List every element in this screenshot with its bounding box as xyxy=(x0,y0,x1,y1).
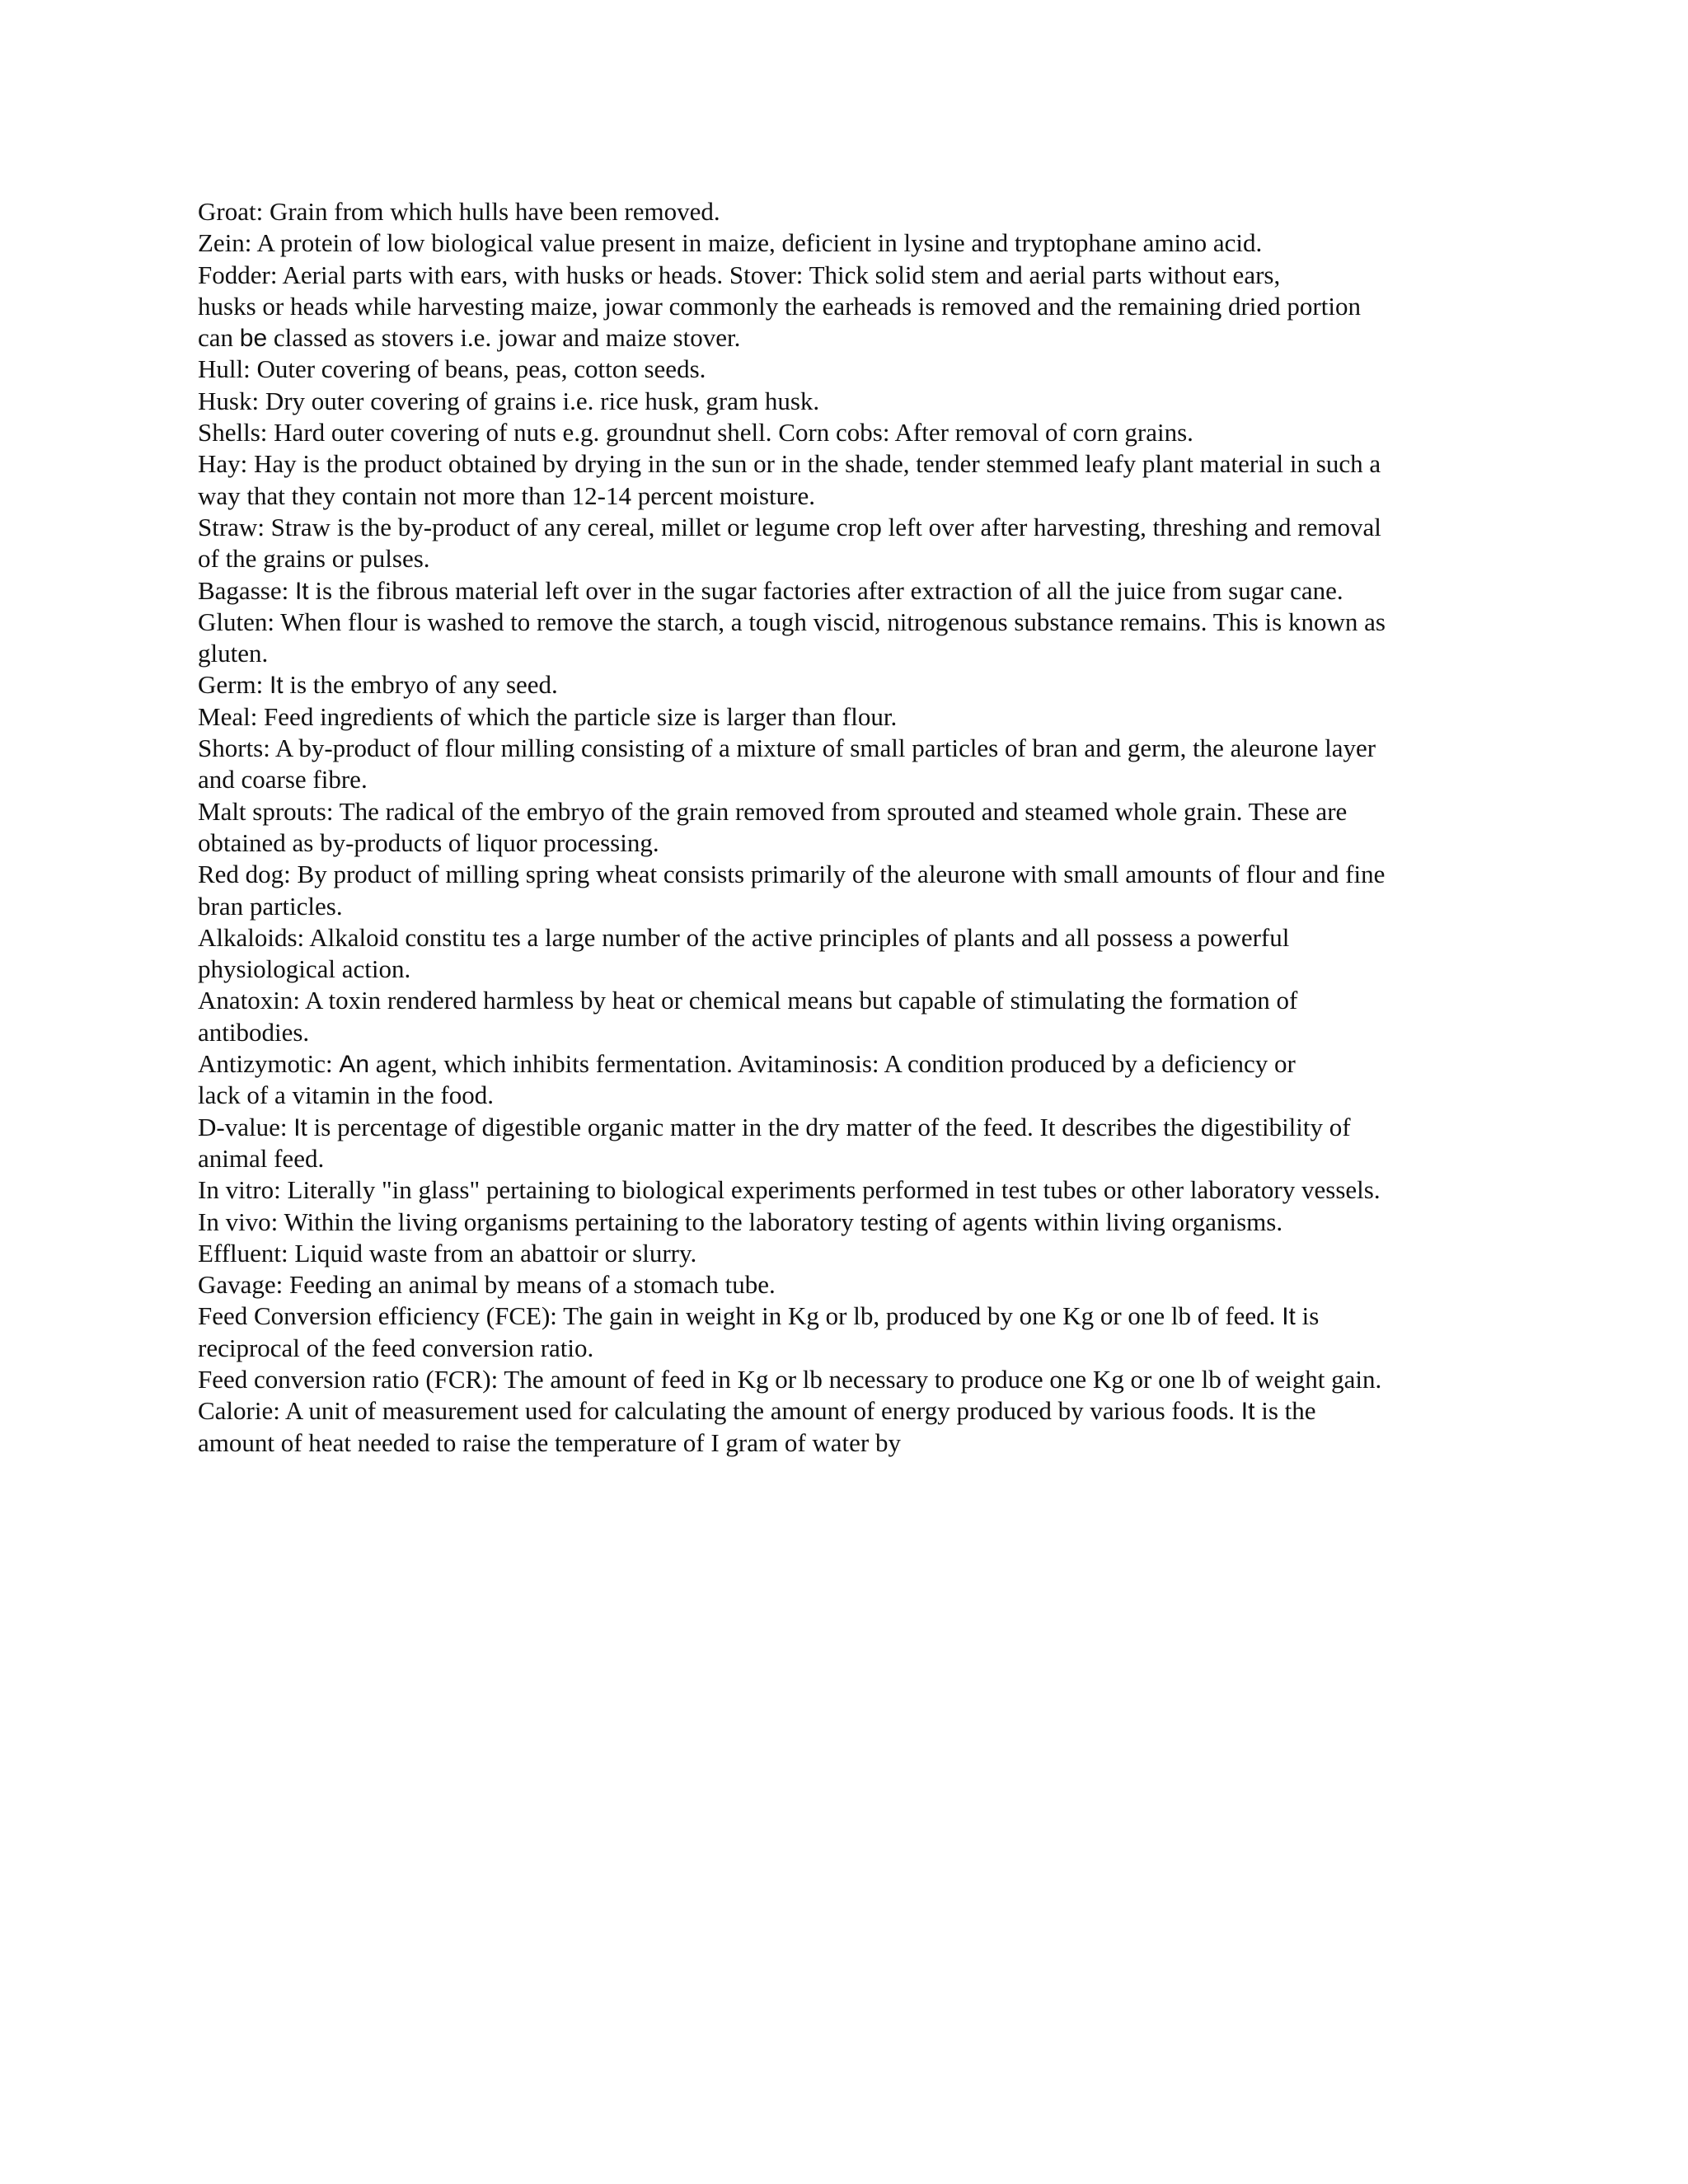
text-run: Bagasse: xyxy=(198,575,295,605)
text-line xyxy=(198,480,1500,512)
text-run: gluten. xyxy=(198,639,269,668)
text-line xyxy=(198,701,1500,733)
text-line xyxy=(198,575,1500,607)
text-run: Shorts: A by-product of flour milling consisting of a mixture of small particles of bran and germ, the aleurone layer xyxy=(198,733,1376,763)
text-run: Hay: Hay is the product obtained by drying in the sun or in the shade, tender stemmed leafy plant material in such a xyxy=(198,449,1381,479)
text-run: Zein: A protein of low biological value present in maize, deficient in lysine and tryptophane amino acid. xyxy=(198,228,1263,258)
text-run: Gluten: When flour is washed to remove the starch, a tough viscid, nitrogenous substance remains. This is known as xyxy=(198,607,1386,636)
text-line xyxy=(198,638,1500,669)
text-run: Feed conversion ratio (FCR): The amount of feed in Kg or lb necessary to produce one Kg or one lb of weight gain. xyxy=(198,1364,1382,1394)
text-line xyxy=(198,417,1500,448)
text-run: Gavage: Feeding an animal by means of a stomach tube. xyxy=(198,1270,776,1300)
text-line xyxy=(198,1048,1500,1080)
text-run-sans: It xyxy=(294,577,309,605)
text-run: In vitro: Literally "in glass" pertaining to biological experiments performed in test tubes or other laboratory vessels. xyxy=(198,1175,1381,1205)
text-line xyxy=(198,1207,1500,1238)
text-run: amount of heat needed to raise the temperature of I gram of water by xyxy=(198,1427,901,1457)
text-line xyxy=(198,1174,1500,1206)
text-run-sans: be xyxy=(239,325,268,353)
text-run: Alkaloids: Alkaloid constitu tes a large number of the active principles of plants and all possess a powerful xyxy=(198,922,1290,952)
text-run-sans: An xyxy=(339,1051,370,1079)
text-line xyxy=(198,669,1500,701)
text-run: is xyxy=(1295,1301,1320,1331)
text-run: Groat: Grain from which hulls have been removed. xyxy=(198,197,720,226)
text-run: bran particles. xyxy=(198,891,343,921)
text-line xyxy=(198,796,1500,827)
text-run-sans: It xyxy=(1240,1398,1255,1426)
text-line xyxy=(198,1395,1500,1427)
text-run-sans: It xyxy=(1282,1303,1296,1331)
text-line xyxy=(198,227,1500,259)
text-run: Calorie: A unit of measurement used for calculating the amount of energy produced by various foods. xyxy=(198,1396,1241,1426)
text-run: is the fibrous material left over in the sugar factories after extraction of all the juice from sugar cane. xyxy=(308,575,1343,605)
text-line xyxy=(198,386,1500,417)
text-line xyxy=(198,827,1500,859)
text-run: Malt sprouts: The radical of the embryo of the grain removed from sprouted and steamed whole grain. These are xyxy=(198,796,1348,826)
text-run: can xyxy=(198,323,240,353)
text-line xyxy=(198,322,1500,354)
text-line xyxy=(198,448,1500,480)
text-line xyxy=(198,607,1500,638)
text-line xyxy=(198,954,1500,985)
text-run-sans: It xyxy=(269,672,284,700)
text-line xyxy=(198,512,1500,543)
text-line xyxy=(198,1364,1500,1395)
text-run: Feed Conversion efficiency (FCE): The gain in weight in Kg or lb, produced by one Kg or one lb of feed. xyxy=(198,1301,1282,1331)
text-run: agent, which inhibits fermentation. Avitaminosis: A condition produced by a deficiency or xyxy=(369,1049,1296,1079)
text-run: reciprocal of the feed conversion ratio. xyxy=(198,1333,594,1362)
text-run: animal feed. xyxy=(198,1143,325,1173)
text-run: lack of a vitamin in the food. xyxy=(198,1080,494,1110)
text-line xyxy=(198,291,1500,322)
text-line xyxy=(198,1112,1500,1143)
text-line xyxy=(198,1427,1500,1459)
text-run: Red dog: By product of milling spring wheat consists primarily of the aleurone with small amounts of flour and fine xyxy=(198,860,1386,889)
text-run: Straw: Straw is the by-product of any cereal, millet or legume crop left over after harvesting, threshing and removal xyxy=(198,512,1381,541)
text-run: Antizymotic: xyxy=(198,1049,340,1079)
text-run: Anatoxin: A toxin rendered harmless by heat or chemical means but capable of stimulating the formation of xyxy=(198,986,1298,1015)
text-line xyxy=(198,1017,1500,1048)
text-line xyxy=(198,354,1500,385)
text-run: is the embryo of any seed. xyxy=(283,670,558,700)
text-run: Germ: xyxy=(198,670,270,700)
text-line xyxy=(198,260,1500,291)
text-line xyxy=(198,733,1500,764)
text-run: is the xyxy=(1254,1396,1316,1426)
text-run: classed as stovers i.e. jowar and maize stover. xyxy=(267,323,741,353)
text-run: is percentage of digestible organic matter in the dry matter of the feed. It describes the digestibility of xyxy=(307,1112,1351,1141)
text-line xyxy=(198,196,1500,227)
text-run-sans: It xyxy=(293,1113,307,1141)
text-run: physiological action. xyxy=(198,954,411,984)
text-line xyxy=(198,859,1500,890)
text-line xyxy=(198,985,1500,1016)
text-line xyxy=(198,764,1500,795)
text-line xyxy=(198,922,1500,954)
text-line xyxy=(198,1080,1500,1111)
text-line xyxy=(198,891,1500,922)
text-run: Hull: Outer covering of beans, peas, cotton seeds. xyxy=(198,354,706,384)
text-line xyxy=(198,543,1500,574)
text-run: In vivo: Within the living organisms pertaining to the laboratory testing of agents within living organisms. xyxy=(198,1207,1283,1236)
text-line xyxy=(198,1269,1500,1301)
text-run: obtained as by-products of liquor processing. xyxy=(198,827,659,857)
text-run: Husk: Dry outer covering of grains i.e. rice husk, gram husk. xyxy=(198,386,820,415)
text-run: and coarse fibre. xyxy=(198,765,368,794)
text-run: Effluent: Liquid waste from an abattoir or slurry. xyxy=(198,1238,697,1268)
text-run: Fodder: Aerial parts with ears, with husks or heads. Stover: Thick solid stem and aerial parts without ears, xyxy=(198,260,1281,289)
text-run: antibodies. xyxy=(198,1017,310,1047)
text-run: husks or heads while harvesting maize, jowar commonly the earheads is removed and the remaining dried portion xyxy=(198,291,1361,321)
text-run: Meal: Feed ingredients of which the particle size is larger than flour. xyxy=(198,701,898,731)
text-run: way that they contain not more than 12-14 percent moisture. xyxy=(198,480,815,510)
text-line xyxy=(198,1333,1500,1364)
text-line xyxy=(198,1143,1500,1174)
text-line xyxy=(198,1301,1500,1332)
text-run: D-value: xyxy=(198,1112,294,1141)
text-line xyxy=(198,1238,1500,1269)
text-run: Shells: Hard outer covering of nuts e.g. groundnut shell. Corn cobs: After removal of corn grains. xyxy=(198,418,1193,448)
text-run: of the grains or pulses. xyxy=(198,544,430,574)
glossary-text xyxy=(198,196,1500,1459)
